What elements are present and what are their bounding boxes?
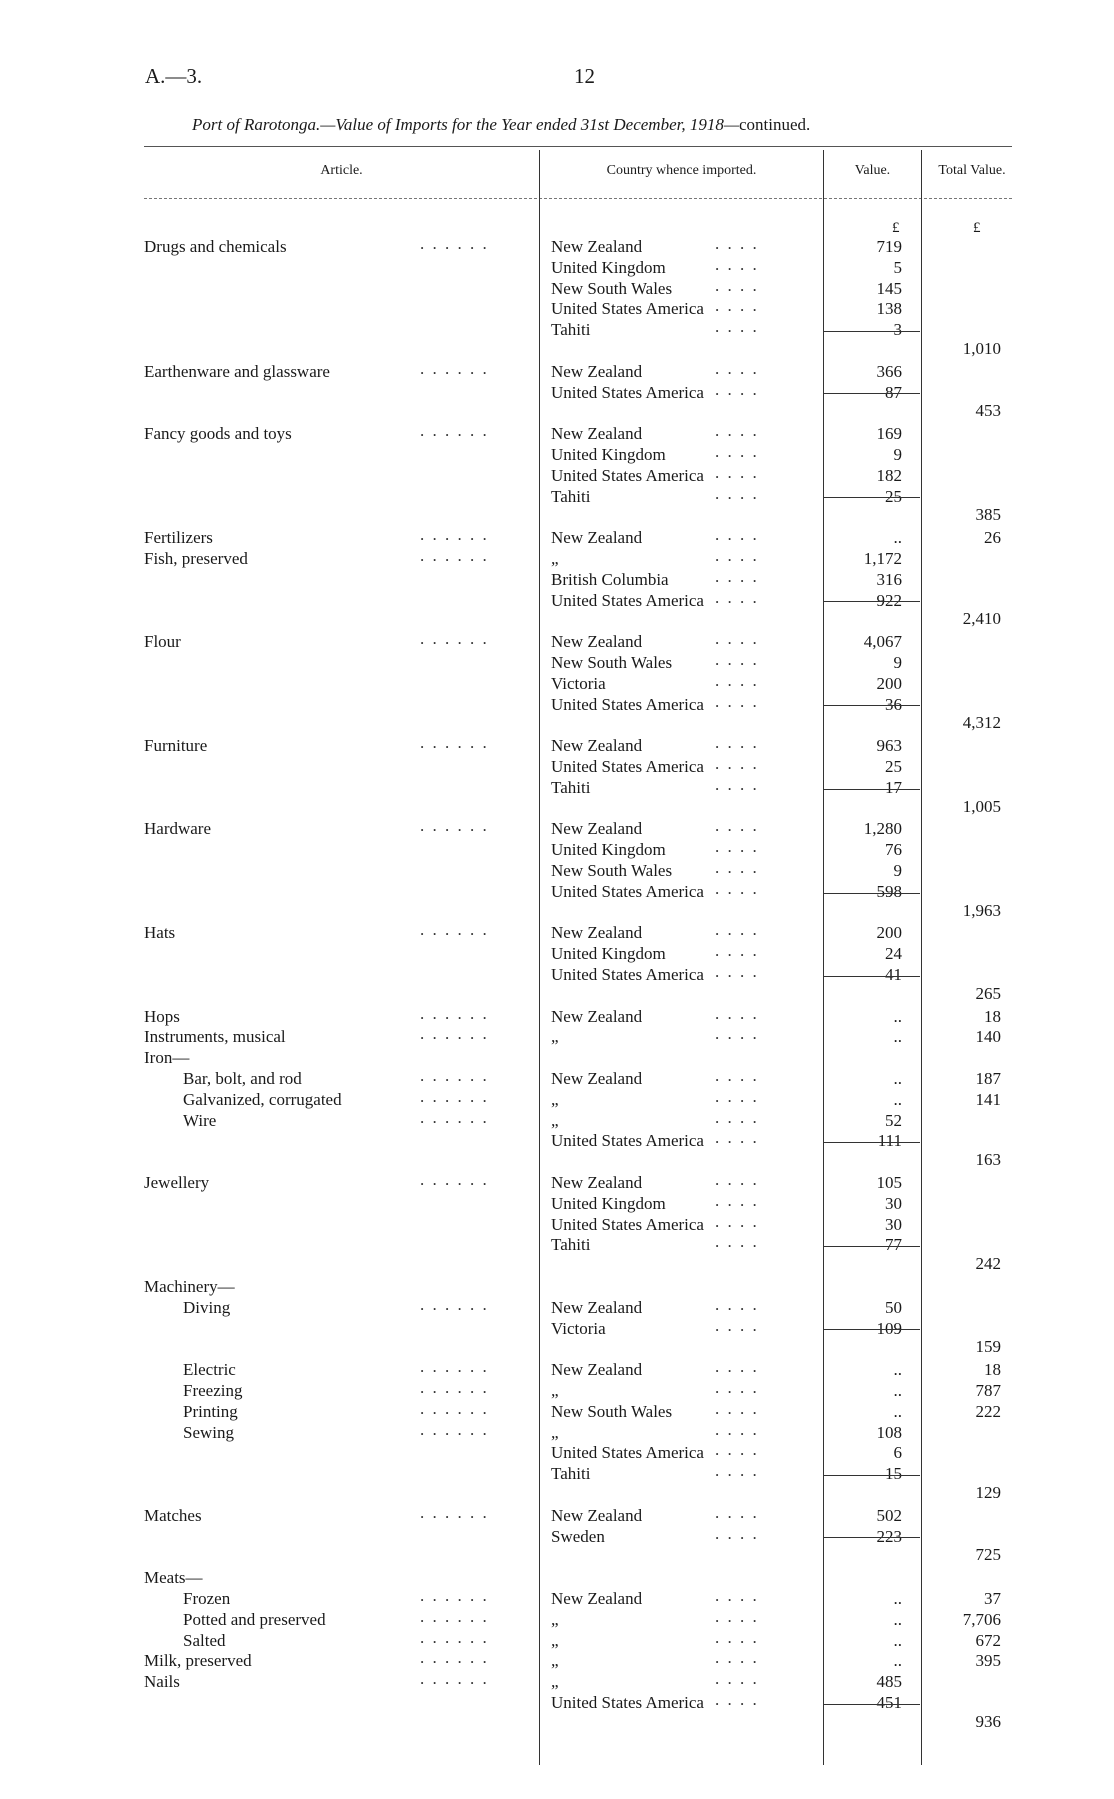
total-value-cell: 18	[984, 1006, 1001, 1026]
value-cell: 87	[885, 382, 902, 402]
column-divider-3	[921, 150, 922, 1765]
value-cell: 719	[876, 237, 902, 256]
leader-dots: . . . . . .	[420, 1003, 489, 1023]
article-name: Nails	[144, 1672, 180, 1692]
leader-dots: . . . .	[715, 1024, 759, 1044]
article-name: Drugs and chemicals	[144, 237, 287, 256]
country-name: „	[551, 1630, 559, 1650]
article-name: Bar, bolt, and rod	[183, 1069, 302, 1088]
country-name: United States America	[551, 465, 704, 485]
country-name: United Kingdom	[551, 1193, 666, 1213]
leader-dots: . . . .	[715, 1378, 759, 1397]
leader-dots: . . . .	[715, 1502, 759, 1522]
leader-dots: . . . .	[715, 296, 759, 316]
subtotal-rule	[824, 1246, 920, 1247]
leader-dots: . . . .	[715, 546, 759, 565]
article-name: Fertilizers	[144, 528, 213, 548]
leader-dots: . . . .	[715, 1669, 759, 1689]
country-name: United States America	[551, 299, 704, 319]
value-cell: 76	[885, 840, 902, 860]
leader-dots: . . . . . .	[420, 1419, 489, 1439]
total-value-cell: 1,010	[962, 339, 1001, 358]
article-name: Iron—	[144, 1048, 190, 1068]
country-name: United States America	[551, 1443, 704, 1463]
subtotal-rule	[824, 789, 920, 790]
value-cell: 9	[893, 653, 902, 672]
country-name: United States America	[551, 1214, 704, 1234]
article-name: Matches	[144, 1505, 202, 1525]
value-cell: ..	[893, 1589, 902, 1608]
leader-dots: . . . .	[715, 317, 759, 337]
leader-dots: . . . .	[715, 1648, 759, 1668]
leader-dots: . . . . . .	[420, 1378, 489, 1397]
value-cell: 200	[876, 673, 902, 693]
total-value-cell: 163	[975, 1150, 1001, 1170]
leader-dots: . . . .	[715, 670, 759, 690]
article-name: Jewellery	[144, 1173, 210, 1192]
value-cell: 598	[876, 881, 902, 901]
article-name: Flour	[144, 632, 181, 652]
country-name: United States America	[551, 1693, 704, 1712]
value-cell: ..	[893, 1069, 902, 1088]
article-name: Milk, preserved	[144, 1651, 252, 1671]
value-cell: 182	[876, 465, 902, 485]
country-name: New Zealand	[551, 1173, 643, 1192]
value-cell: 145	[876, 278, 902, 298]
column-header-country: Country whence imported.	[606, 163, 757, 178]
leader-dots: . . . .	[715, 358, 759, 378]
value-cell: 108	[876, 1422, 902, 1442]
leader-dots: . . . .	[715, 774, 759, 794]
article-name: Galvanized, corrugated	[183, 1089, 342, 1109]
country-name: New Zealand	[551, 237, 643, 256]
article-name: Potted and preserved	[183, 1609, 326, 1629]
column-header-value: Value.	[854, 163, 891, 178]
country-name: „	[551, 1672, 559, 1692]
leader-dots: . . . .	[715, 1232, 759, 1252]
leader-dots: . . . .	[715, 920, 759, 940]
value-cell: 223	[876, 1526, 902, 1546]
country-name: United Kingdom	[551, 257, 666, 277]
leader-dots: . . . . . .	[420, 234, 489, 253]
country-name: United Kingdom	[551, 445, 666, 464]
country-name: United States America	[551, 965, 704, 984]
leader-dots: . . . .	[715, 234, 759, 253]
total-value-cell: 242	[975, 1254, 1001, 1274]
value-cell: 9	[893, 445, 902, 464]
country-name: Victoria	[551, 1318, 606, 1338]
value-cell: 30	[885, 1193, 902, 1213]
article-name: Electric	[183, 1360, 236, 1380]
country-name: „	[551, 1422, 559, 1442]
subtotal-rule	[824, 1475, 920, 1476]
country-name: New South Wales	[551, 861, 673, 880]
leader-dots: . . . .	[715, 1357, 759, 1377]
value-cell: 922	[876, 590, 902, 610]
value-cell: 24	[885, 944, 902, 964]
leader-dots: . . . .	[715, 1315, 759, 1335]
country-name: British Columbia	[551, 569, 669, 589]
country-name: New South Wales	[551, 1401, 673, 1421]
value-cell: ..	[893, 1006, 902, 1026]
country-name: New South Wales	[551, 653, 673, 672]
country-name: United States America	[551, 590, 704, 610]
leader-dots: . . . .	[715, 525, 759, 545]
leader-dots: . . . . . .	[420, 525, 489, 545]
total-value-cell: 222	[975, 1401, 1001, 1421]
leader-dots: . . . . . .	[420, 1606, 489, 1626]
leader-dots: . . . . . .	[420, 629, 489, 649]
leader-dots: . . . .	[715, 629, 759, 649]
leader-dots: . . . .	[715, 858, 759, 877]
value-cell: 105	[876, 1173, 902, 1192]
total-value-cell: 787	[975, 1381, 1001, 1400]
value-cell: ..	[893, 1651, 902, 1671]
leader-dots: . . . .	[715, 1606, 759, 1626]
column-header-article: Article.	[320, 163, 363, 178]
value-cell: 52	[885, 1110, 902, 1130]
total-value-cell: 187	[975, 1069, 1001, 1088]
subtotal-rule	[824, 705, 920, 706]
country-name: Victoria	[551, 673, 606, 693]
title-rule	[144, 146, 1012, 147]
subtotal-rule	[824, 1704, 920, 1705]
value-cell: 9	[893, 861, 902, 880]
leader-dots: . . . . . .	[420, 1586, 489, 1605]
leader-dots: . . . . . .	[420, 546, 489, 565]
leader-dots: . . . . . .	[420, 1357, 489, 1377]
leader-dots: . . . .	[715, 1419, 759, 1439]
total-value-cell: 159	[975, 1337, 1001, 1357]
table-title-main: Port of Rarotonga.—Value of Imports for the Year ended 31st December, 1918—	[192, 115, 739, 134]
leader-dots: . . . .	[715, 1440, 759, 1460]
value-cell: 25	[885, 486, 902, 506]
value-cell: ..	[893, 1089, 902, 1109]
leader-dots: . . . .	[715, 1211, 759, 1231]
leader-dots: . . . .	[715, 1086, 759, 1106]
value-cell: 50	[885, 1297, 902, 1317]
leader-dots: . . . . . .	[420, 1669, 489, 1689]
value-cell: ..	[893, 1401, 902, 1421]
value-cell: 111	[877, 1131, 902, 1151]
leader-dots: . . . . . .	[420, 421, 489, 441]
leader-dots: . . . .	[715, 1690, 759, 1709]
value-cell: 36	[885, 694, 902, 714]
leader-dots: . . . . . .	[420, 816, 489, 836]
article-name: Fish, preserved	[144, 549, 248, 568]
leader-dots: . . . . . .	[420, 1648, 489, 1668]
leader-dots: . . . .	[715, 1170, 759, 1189]
subtotal-rule	[824, 1329, 920, 1330]
value-cell: 5	[893, 257, 902, 277]
total-value-cell: 936	[975, 1711, 1001, 1731]
total-value-cell: 140	[975, 1027, 1001, 1047]
country-name: New Zealand	[551, 1297, 643, 1317]
country-name: „	[551, 1381, 559, 1400]
country-name: New Zealand	[551, 819, 643, 839]
leader-dots: . . . .	[715, 816, 759, 836]
value-cell: 485	[876, 1672, 902, 1692]
leader-dots: . . . .	[715, 1003, 759, 1023]
leader-dots: . . . .	[715, 837, 759, 857]
value-cell: 963	[876, 736, 902, 756]
article-name: Fancy goods and toys	[144, 424, 292, 444]
country-name: New Zealand	[551, 528, 643, 548]
value-currency-symbol: £	[892, 220, 900, 236]
leader-dots: . . . .	[715, 650, 759, 669]
article-name: Wire	[183, 1110, 217, 1130]
country-name: Sweden	[551, 1526, 605, 1546]
total-value-cell: 395	[975, 1651, 1001, 1671]
total-value-cell: 18	[984, 1360, 1001, 1380]
article-name: Frozen	[183, 1589, 231, 1608]
country-name: New Zealand	[551, 1505, 643, 1525]
country-name: New Zealand	[551, 1006, 643, 1026]
leader-dots: . . . .	[715, 1190, 759, 1210]
total-value-cell: 141	[975, 1089, 1001, 1109]
country-name: New Zealand	[551, 1589, 643, 1608]
leader-dots: . . . . . .	[420, 1398, 489, 1418]
leader-dots: . . . .	[715, 379, 759, 399]
leader-dots: . . . .	[715, 462, 759, 482]
leader-dots: . . . . . .	[420, 358, 489, 378]
value-cell: ..	[893, 1360, 902, 1380]
value-cell: 109	[876, 1318, 902, 1338]
country-name: New Zealand	[551, 923, 643, 943]
subtotal-rule	[824, 497, 920, 498]
article-name: Diving	[183, 1297, 231, 1317]
subtotal-rule	[824, 976, 920, 977]
value-cell: 41	[885, 965, 902, 984]
country-name: New Zealand	[551, 1360, 643, 1380]
country-name: Tahiti	[551, 486, 591, 506]
country-name: United States America	[551, 382, 704, 402]
value-cell: ..	[893, 1609, 902, 1629]
total-value-cell: 2,410	[962, 609, 1001, 629]
leader-dots: . . . . . .	[420, 1107, 489, 1127]
value-cell: 15	[885, 1464, 902, 1484]
table-title	[192, 115, 810, 135]
value-cell: 25	[885, 757, 902, 776]
country-name: New Zealand	[551, 736, 643, 756]
article-name: Sewing	[183, 1422, 234, 1442]
leader-dots: . . . . . .	[420, 1086, 489, 1106]
country-name: New Zealand	[551, 361, 643, 381]
leader-dots: . . . .	[715, 421, 759, 441]
country-name: New Zealand	[551, 424, 643, 444]
country-name: United Kingdom	[551, 944, 666, 964]
value-cell: 4,067	[863, 632, 902, 652]
article-name: Hops	[144, 1006, 180, 1026]
country-name: „	[551, 1609, 559, 1629]
value-cell: 200	[876, 923, 902, 943]
country-name: „	[551, 1110, 559, 1130]
country-name: „	[551, 1651, 559, 1671]
leader-dots: . . . .	[715, 483, 759, 503]
column-divider-1	[539, 150, 540, 1765]
article-name: Hats	[144, 923, 176, 943]
value-cell: 1,280	[863, 819, 902, 839]
leader-dots: . . . . . .	[420, 1170, 489, 1189]
leader-dots: . . . . . .	[420, 1294, 489, 1314]
total-currency-symbol: £	[973, 220, 981, 236]
leader-dots: . . . . . .	[420, 1502, 489, 1522]
total-value-cell: 26	[984, 528, 1001, 548]
leader-dots: . . . .	[715, 1627, 759, 1647]
total-value-cell: 7,706	[962, 1609, 1001, 1629]
value-cell: 316	[876, 569, 902, 589]
subtotal-rule	[824, 393, 920, 394]
article-name: Instruments, musical	[144, 1027, 286, 1047]
country-name: „	[551, 549, 559, 568]
article-name: Salted	[183, 1630, 226, 1650]
leader-dots: . . . .	[715, 254, 759, 274]
value-cell: 169	[876, 424, 902, 444]
total-value-cell: 672	[975, 1630, 1001, 1650]
total-value-cell: 4,312	[962, 713, 1001, 733]
value-cell: ..	[893, 1630, 902, 1650]
leader-dots: . . . . . .	[420, 733, 489, 753]
value-cell: ..	[893, 528, 902, 548]
article-name: Machinery—	[144, 1277, 235, 1296]
leader-dots: . . . .	[715, 1128, 759, 1148]
leader-dots: . . . .	[715, 442, 759, 461]
country-name: New South Wales	[551, 278, 673, 298]
leader-dots: . . . .	[715, 1294, 759, 1314]
total-value-cell: 37	[984, 1589, 1001, 1608]
article-name: Furniture	[144, 736, 208, 756]
leader-dots: . . . .	[715, 1107, 759, 1127]
country-name: Tahiti	[551, 1235, 591, 1255]
country-name: United States America	[551, 694, 704, 714]
value-cell: ..	[893, 1381, 902, 1400]
value-cell: 502	[876, 1505, 902, 1525]
leader-dots: . . . .	[715, 1523, 759, 1543]
country-name: Tahiti	[551, 320, 591, 340]
subtotal-rule	[824, 1142, 920, 1143]
leader-dots: . . . .	[715, 691, 759, 711]
subtotal-rule	[824, 601, 920, 602]
country-name: United Kingdom	[551, 840, 666, 860]
country-name: Tahiti	[551, 777, 591, 797]
value-cell: ..	[893, 1027, 902, 1047]
total-value-cell: 1,963	[962, 900, 1001, 920]
table-title-continued: continued.	[738, 115, 811, 134]
subtotal-rule	[824, 1537, 920, 1538]
total-value-cell: 129	[975, 1483, 1001, 1502]
country-name: „	[551, 1089, 559, 1109]
article-name: Printing	[183, 1401, 238, 1421]
leader-dots: . . . .	[715, 733, 759, 753]
value-cell: 17	[885, 777, 902, 797]
leader-dots: . . . . . .	[420, 920, 489, 940]
total-value-cell: 385	[975, 505, 1001, 525]
leader-dots: . . . .	[715, 878, 759, 898]
country-name: United States America	[551, 881, 704, 901]
article-name: Earthenware and glassware	[144, 361, 330, 381]
country-name: Tahiti	[551, 1464, 591, 1484]
value-cell: 30	[885, 1214, 902, 1234]
value-cell: 1,172	[863, 549, 902, 568]
value-cell: 138	[876, 299, 902, 319]
leader-dots: . . . .	[715, 587, 759, 607]
country-name: United States America	[551, 757, 704, 776]
value-cell: 6	[893, 1443, 902, 1463]
column-header-total: Total Value.	[938, 163, 1006, 178]
article-name: Hardware	[144, 819, 212, 839]
country-name: „	[551, 1027, 559, 1047]
leader-dots: . . . .	[715, 941, 759, 961]
country-name: New Zealand	[551, 632, 643, 652]
total-value-cell: 265	[975, 983, 1001, 1003]
country-name: New Zealand	[551, 1069, 643, 1088]
leader-dots: . . . . . .	[420, 1024, 489, 1044]
leader-dots: . . . . . .	[420, 1627, 489, 1647]
total-value-cell: 1,005	[962, 796, 1001, 816]
header-rule	[144, 198, 1012, 199]
page-number: 12	[574, 64, 595, 88]
leader-dots: . . . .	[715, 1398, 759, 1418]
value-cell: 77	[885, 1235, 902, 1255]
leader-dots: . . . . . .	[420, 1066, 489, 1085]
leader-dots: . . . .	[715, 754, 759, 773]
country-name: United States America	[551, 1131, 704, 1151]
leader-dots: . . . .	[715, 962, 759, 981]
article-name: Freezing	[183, 1381, 243, 1400]
total-value-cell: 725	[975, 1545, 1001, 1565]
leader-dots: . . . .	[715, 275, 759, 295]
total-value-cell: 453	[975, 401, 1001, 421]
value-cell: 451	[876, 1693, 902, 1712]
value-cell: 3	[893, 320, 902, 340]
subtotal-rule	[824, 893, 920, 894]
leader-dots: . . . .	[715, 1461, 759, 1481]
article-name: Meats—	[144, 1568, 203, 1588]
report-reference: A.—3.	[145, 64, 203, 88]
value-cell: 366	[876, 361, 902, 381]
leader-dots: . . . .	[715, 1586, 759, 1605]
subtotal-rule	[824, 331, 920, 332]
leader-dots: . . . .	[715, 1066, 759, 1085]
leader-dots: . . . .	[715, 566, 759, 586]
